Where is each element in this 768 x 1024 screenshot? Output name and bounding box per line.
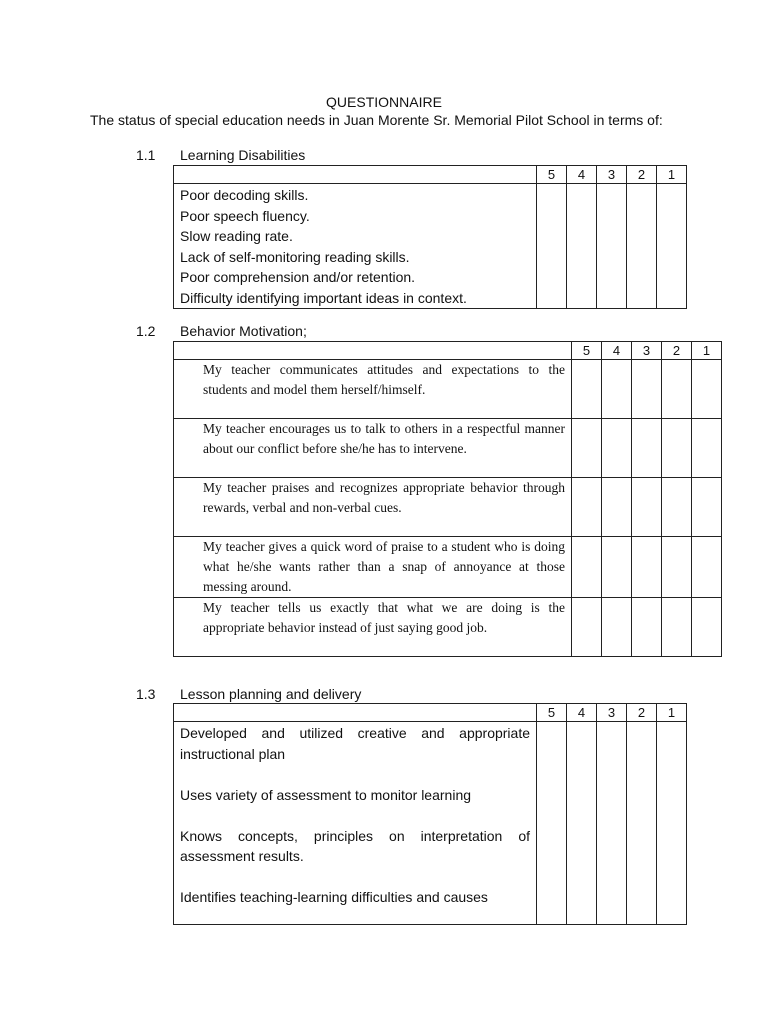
rating-cell-3[interactable] — [632, 360, 662, 419]
rating-cell-1[interactable] — [692, 537, 722, 598]
table-header-row — [174, 342, 722, 360]
scale-header-1: 1 — [657, 166, 687, 184]
scale-header-4: 4 — [602, 342, 632, 360]
rating-cell-3[interactable] — [597, 722, 627, 925]
header-blank-cell — [174, 166, 537, 184]
document-title: QUESTIONNAIRE — [326, 94, 442, 110]
list-item: Poor comprehension and/or retention. — [180, 269, 416, 285]
section-number: 1.2 — [136, 323, 156, 339]
rating-cell-4[interactable] — [602, 537, 632, 598]
rating-cell-2[interactable] — [662, 419, 692, 478]
table-row — [174, 598, 722, 657]
scale-header-5: 5 — [572, 342, 602, 360]
list-item: Poor speech fluency. — [180, 207, 310, 224]
section-number: 1.1 — [136, 147, 156, 163]
rating-cell-5[interactable] — [537, 722, 567, 925]
section-title: Lesson planning and delivery — [180, 686, 362, 702]
rating-cell-2[interactable] — [662, 478, 692, 537]
rating-cell-1[interactable] — [692, 360, 722, 419]
scale-header-2: 2 — [627, 166, 657, 184]
rating-cell-1[interactable] — [692, 478, 722, 537]
table-row — [174, 537, 722, 598]
rating-cell-5[interactable] — [572, 419, 602, 478]
list-item: Uses variety of assessment to monitor learning — [180, 786, 472, 803]
section-heading-lesson-planning — [136, 686, 361, 703]
rating-cell-3[interactable] — [632, 419, 662, 478]
list-item: Knows concepts, principles on interpretation of assessment results. — [180, 827, 530, 864]
rating-cell-2[interactable] — [627, 722, 657, 925]
rating-cell-1[interactable] — [692, 598, 722, 657]
header-blank-cell — [174, 342, 572, 360]
list-item: Difficulty identifying important ideas in context. — [180, 289, 467, 306]
lesson-planning-table — [173, 703, 687, 925]
table-row — [174, 722, 687, 925]
scale-header-3: 3 — [597, 166, 627, 184]
list-item: Identifies teaching-learning difficulties and causes — [180, 889, 488, 905]
scale-header-5: 5 — [537, 704, 567, 722]
rating-cell-5[interactable] — [572, 537, 602, 598]
rating-cell-3[interactable] — [632, 537, 662, 598]
statement-text: My teacher communicates attitudes and expectations to the students and model them herself/himself. — [174, 360, 572, 419]
statement-text: My teacher praises and recognizes appropriate behavior through rewards, verbal and non-verbal cues. — [174, 478, 572, 537]
scale-header-1: 1 — [657, 704, 687, 722]
item-list — [174, 184, 537, 309]
scale-header-3: 3 — [632, 342, 662, 360]
learning-disabilities-table — [173, 165, 687, 309]
rating-cell-1[interactable] — [657, 184, 687, 309]
table-row — [174, 184, 687, 309]
rating-cell-3[interactable] — [632, 598, 662, 657]
intro-text: The status of special education needs in Juan Morente Sr. Memorial Pilot School in terms of: — [90, 112, 663, 128]
list-item: Slow reading rate. — [180, 228, 293, 244]
scale-header-4: 4 — [567, 704, 597, 722]
table-row — [174, 419, 722, 478]
rating-cell-4[interactable] — [602, 478, 632, 537]
scale-header-1: 1 — [692, 342, 722, 360]
table-row — [174, 478, 722, 537]
list-item: Developed and utilized creative and appropriate instructional plan — [180, 725, 530, 762]
rating-cell-4[interactable] — [602, 598, 632, 657]
rating-cell-2[interactable] — [662, 598, 692, 657]
rating-cell-1[interactable] — [692, 419, 722, 478]
item-list — [174, 722, 537, 925]
section-title: Learning Disabilities — [180, 147, 306, 163]
scale-header-4: 4 — [567, 166, 597, 184]
header-blank-cell — [174, 704, 537, 722]
rating-cell-5[interactable] — [572, 360, 602, 419]
section-heading-learning-disabilities — [136, 147, 305, 164]
list-item: Lack of self-monitoring reading skills. — [180, 248, 410, 265]
rating-cell-3[interactable] — [632, 478, 662, 537]
list-item: Poor decoding skills. — [180, 187, 309, 203]
section-title: Behavior Motivation; — [180, 323, 307, 339]
rating-cell-4[interactable] — [602, 419, 632, 478]
rating-cell-2[interactable] — [662, 360, 692, 419]
rating-cell-5[interactable] — [572, 478, 602, 537]
rating-cell-2[interactable] — [627, 184, 657, 309]
rating-cell-4[interactable] — [567, 722, 597, 925]
scale-header-3: 3 — [597, 704, 627, 722]
table-header-row — [174, 704, 687, 722]
table-header-row — [174, 166, 687, 184]
rating-cell-3[interactable] — [597, 184, 627, 309]
scale-header-2: 2 — [662, 342, 692, 360]
section-number: 1.3 — [136, 686, 156, 702]
rating-cell-1[interactable] — [657, 722, 687, 925]
rating-cell-5[interactable] — [537, 184, 567, 309]
statement-text: My teacher encourages us to talk to others in a respectful manner about our conflict before she/he has to intervene. — [174, 419, 572, 478]
table-row — [174, 360, 722, 419]
rating-cell-5[interactable] — [572, 598, 602, 657]
rating-cell-4[interactable] — [567, 184, 597, 309]
statement-text: My teacher tells us exactly that what we are doing is the appropriate behavior instead of just saying good job. — [174, 598, 572, 657]
rating-cell-4[interactable] — [602, 360, 632, 419]
statement-text: My teacher gives a quick word of praise to a student who is doing what he/she wants rather than a snap of annoyance at those messing around. — [174, 537, 572, 598]
scale-header-5: 5 — [537, 166, 567, 184]
section-heading-behavior-motivation — [136, 323, 307, 340]
scale-header-2: 2 — [627, 704, 657, 722]
behavior-motivation-table — [173, 341, 722, 657]
rating-cell-2[interactable] — [662, 537, 692, 598]
